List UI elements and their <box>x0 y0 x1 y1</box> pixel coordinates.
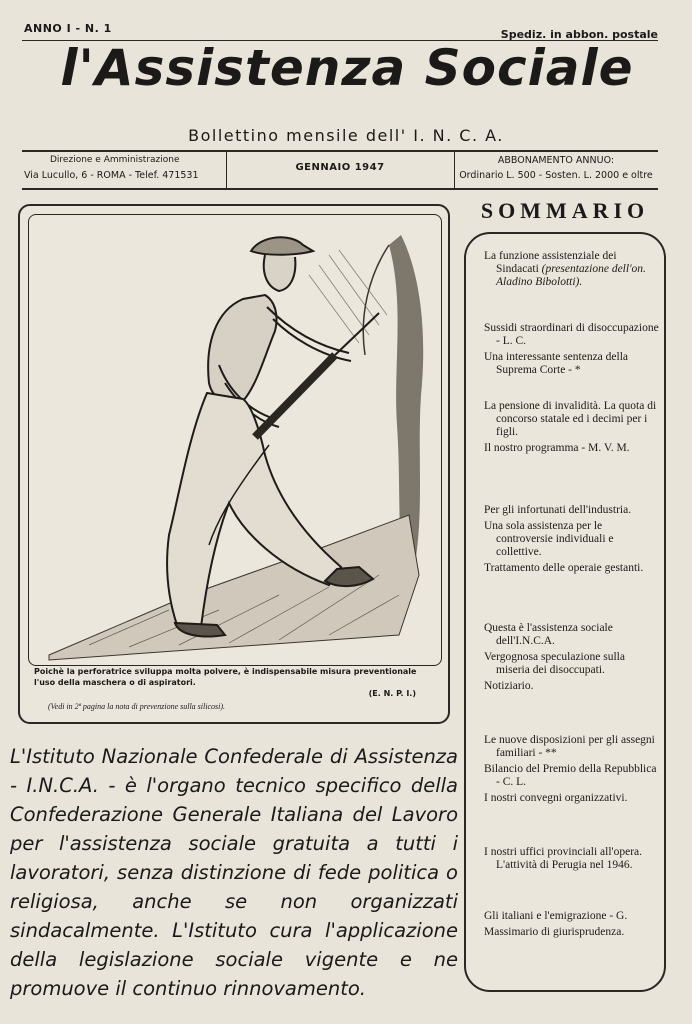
sommario-group <box>484 322 660 377</box>
illustration-frame <box>18 204 450 724</box>
sommario-group <box>484 400 660 455</box>
subscription-label: ABBONAMENTO ANNUO: <box>497 155 615 166</box>
sommario-item: La pensione di invalidità. La quota di concorso statale ed i decimi per i figli. <box>484 400 657 438</box>
sommario-box <box>464 232 666 992</box>
sommario-item: Bilancio del Premio della Repubblica - C. L. <box>484 763 657 788</box>
sommario-item: Gli italiani e l'emigrazione - G. <box>484 910 628 922</box>
address-cell <box>22 152 227 188</box>
date-cell <box>226 152 455 188</box>
address: Via Lucullo, 6 - ROMA - Telef. 471531 <box>24 170 199 181</box>
issue-number: ANNO I - N. 1 <box>24 22 112 35</box>
sommario-item: Sussidi straordinari di disoccupazione - L. C. <box>484 322 659 347</box>
sommario-item: Le nuove disposizioni per gli assegni familiari - ** <box>484 734 655 759</box>
sommario-item: Trattamento delle operaie gestanti. <box>484 562 644 574</box>
sommario-item: La funzione assistenziale dei Sindacati (presentazione dell'on. Aladino Bibolotti). <box>484 250 646 288</box>
direction-label: Direzione e Amministrazione <box>50 155 180 165</box>
sommario-group <box>484 250 660 289</box>
sommario-group <box>484 734 660 805</box>
sommario-item: Una sola assistenza per le controversie individuali e collettive. <box>484 520 614 558</box>
miner-drilling-drawing <box>29 215 441 665</box>
sommario-group <box>484 622 660 693</box>
subscription-prices: Ordinario L. 500 - Sosten. L. 2000 e oltre <box>459 170 653 181</box>
sommario-group <box>484 910 660 939</box>
issue-date: GENNAIO 1947 <box>295 162 385 173</box>
sommario-item: Notiziario. <box>484 680 534 692</box>
sommario-item: Massimario di giurisprudenza. <box>484 926 625 938</box>
sommario-item: Questa è l'assistenza sociale dell'I.N.C.A. <box>484 622 613 647</box>
subscription-cell <box>454 152 658 188</box>
sommario-item: Vergognosa speculazione sulla miseria dei disoccupati. <box>484 651 625 676</box>
sommario-item: Una interessante sentenza della Suprema Corte - * <box>484 351 629 376</box>
sommario-heading: SOMMARIO <box>480 198 650 223</box>
info-bar <box>22 150 658 190</box>
newspaper-subtitle: Bollettino mensile dell' I. N. C. A. <box>188 126 504 145</box>
newspaper-title: l'Assistenza Sociale <box>60 39 634 97</box>
sommario-item: I nostri convegni organizzativi. <box>484 792 628 804</box>
sommario-group <box>484 846 660 872</box>
caption-source: (E. N. P. I.) <box>368 689 416 698</box>
caption-note: (Vedi in 2ª pagina la nota di prevenzione sulla silicosi). <box>48 702 226 711</box>
illustration <box>28 214 442 666</box>
postal-note: Spediz. in abbon. postale <box>500 28 658 41</box>
illustration-caption: Poichè la perforatrice sviluppa molta polvere, è indispensabile misura preventionale l'uso della maschera o di aspiratori. <box>34 667 417 687</box>
sommario-item: Il nostro programma - M. V. M. <box>484 442 630 454</box>
sommario-item: Per gli infortunati dell'industria. <box>484 504 632 516</box>
sommario-item: I nostri uffici provinciali all'opera. L'attività di Perugia nel 1946. <box>484 846 643 871</box>
intro-paragraph: L'Istituto Nazionale Confederale di Assistenza - I.N.C.A. - è l'organo tecnico specifico della Confederazione Generale Italiana del Lavoro per l'assistenza sociale gratuita a tutti i lavoratori, senza distinzione di fede politica o religiosa, anche se non organizzati sindacalmente. L'Istituto cura l'applicazione della legislazione sociale vigente e ne promuove il continuo rinnovamento. <box>10 745 458 1000</box>
sommario-group <box>484 504 660 575</box>
